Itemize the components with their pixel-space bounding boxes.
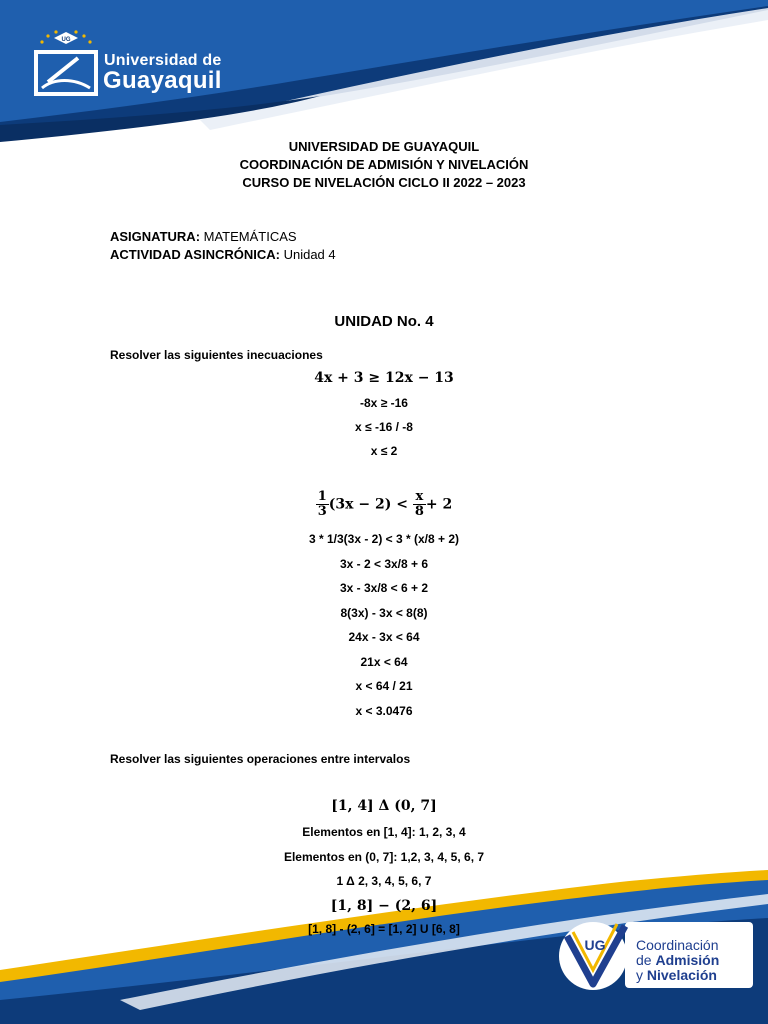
subject-label: ASIGNATURA:	[110, 229, 201, 244]
activity-label: ACTIVIDAD ASINCRÓNICA:	[110, 247, 280, 262]
ineq2-step-8: x < 3.0476	[355, 704, 413, 718]
inequality-2	[0, 490, 768, 519]
ineq2-step-4: 8(3x) - 3x < 8(8)	[340, 606, 428, 620]
op1-step-3: 1 Δ 2, 3, 4, 5, 6, 7	[336, 874, 432, 888]
fraction-one-third: $\frac{1}{3}$	[317, 489, 327, 519]
coord-line3: y Nivelación	[636, 967, 717, 983]
ineq2-step-1: 3 * 1/3(3x - 2) < 3 * (x/8 + 2)	[308, 532, 460, 546]
op1-step-1: Elementos en [1, 4]: 1, 2, 3, 4	[302, 825, 466, 839]
subject-value: MATEMÁTICAS	[200, 229, 297, 244]
ineq2-middle: (3x − 2) <	[328, 496, 408, 513]
coord-badge: UG	[584, 937, 606, 953]
op2-result: [1, 8] - (2, 6] = [1, 2] U [6, 8]	[308, 922, 460, 936]
header-line2: COORDINACIÓN DE ADMISIÓN Y NIVELACIÓN	[239, 157, 529, 172]
subject-line	[110, 228, 297, 246]
activity-line	[110, 246, 336, 264]
ineq2-step-5: 24x - 3x < 64	[348, 630, 420, 644]
ineq2-step-6: 21x < 64	[360, 655, 408, 669]
coord-line2: de Admisión	[636, 952, 720, 968]
interval-op-2: [1, 8] − (2, 6]	[330, 898, 438, 914]
header-line1: UNIVERSIDAD DE GUAYAQUIL	[288, 139, 480, 154]
ineq1-step-2: x ≤ -16 / -8	[355, 420, 413, 434]
logo-line1: Universidad de	[104, 52, 222, 69]
ineq1-step-3: x ≤ 2	[370, 444, 398, 458]
ineq2-step-7: x < 64 / 21	[355, 679, 413, 693]
logo-line2: Guayaquil	[103, 67, 222, 94]
ineq2-tail: + 2	[425, 496, 453, 513]
fraction-x-over-8: $\frac{x}{8}$	[414, 489, 424, 519]
header-line3: CURSO DE NIVELACIÓN CICLO II 2022 – 2023	[242, 175, 526, 190]
ineq2-step-2: 3x - 2 < 3x/8 + 6	[339, 557, 429, 571]
ineq1-step-1: -8x ≥ -16	[360, 396, 408, 410]
section2-title: Resolver las siguientes operaciones entre intervalos	[110, 752, 411, 766]
activity-value: Unidad 4	[279, 247, 336, 262]
ineq2-step-3: 3x - 3x/8 < 6 + 2	[339, 581, 429, 595]
op1-step-2: Elementos en (0, 7]: 1,2, 3, 4, 5, 6, 7	[283, 850, 485, 864]
inequality-1: 4x + 3 ≥ 12x − 13	[314, 370, 454, 386]
logo-badge: UG	[61, 37, 71, 43]
coord-line1: Coordinación	[636, 937, 719, 953]
unit-title: UNIDAD No. 4	[334, 313, 434, 330]
interval-op-1: [1, 4] Δ (0, 7]	[331, 798, 437, 814]
section1-title: Resolver las siguientes inecuaciones	[110, 348, 323, 362]
